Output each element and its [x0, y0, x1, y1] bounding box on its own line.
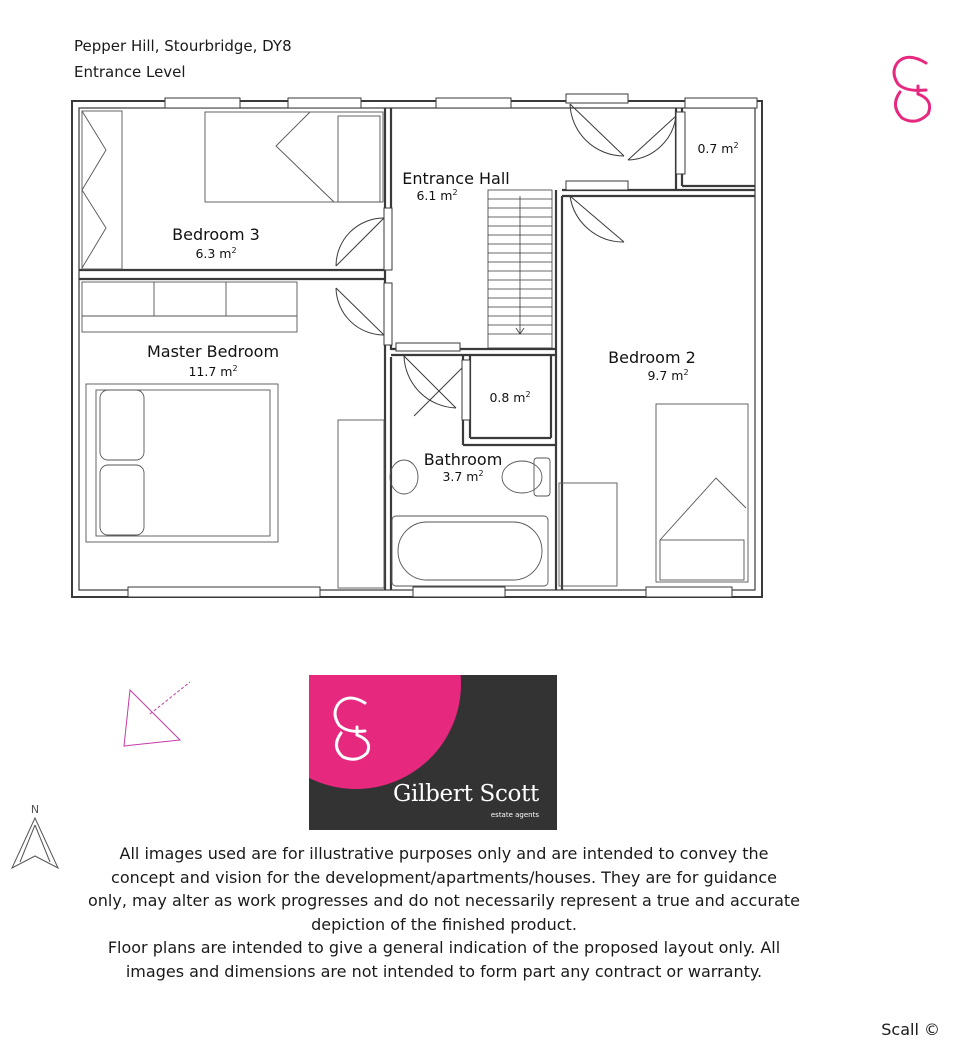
disclaimer [70, 842, 818, 983]
stairs [488, 190, 552, 348]
level-text: Entrance Level [74, 63, 186, 81]
disclaimer-line: images and dimensions are not intended to form part any contract or warranty. [125, 961, 763, 981]
room-name-bedroom2: Bedroom 2 [608, 348, 696, 367]
disclaimer-line: only, may alter as work progresses and do not necessarily represent a true and accurate [87, 891, 800, 910]
brand-subtitle: estate agents [490, 811, 539, 819]
room-name-master-bedroom: Master Bedroom [146, 342, 280, 361]
room-area-bathroom: 3.7 $m^2$ [442, 469, 484, 484]
room-name-bathroom: Bathroom [423, 450, 503, 469]
disclaimer-line: All images used are for illustrative purposes only and are intended to convey the [119, 844, 769, 863]
room-area-closet-top: 0.7 $m^2$ [697, 141, 739, 156]
view-indicator-icon [124, 682, 190, 746]
room-area-closet-mid: 0.8 $m^2$ [489, 390, 531, 405]
room-area-bedroom2: 9.7 $m^2$ [647, 368, 689, 383]
credit-text: Scall © [881, 1020, 940, 1039]
room-area-entrance-hall: 6.1 $m^2$ [416, 188, 458, 203]
room-name-entrance-hall: Entrance Hall [402, 169, 510, 188]
disclaimer-line: Floor plans are intended to give a general indication of the proposed layout only. All [107, 938, 781, 957]
room-area-bedroom3: 6.3 $m^2$ [195, 246, 237, 261]
room-name-bedroom3: Bedroom 3 [172, 225, 260, 244]
brand-mark-icon [329, 693, 379, 763]
compass-north-label: N [30, 803, 40, 816]
brand-logo [309, 675, 557, 830]
disclaimer-line: depiction of the finished product. [311, 914, 577, 934]
disclaimer-line: concept and vision for the development/apartments/houses. They are for guidance [111, 867, 777, 887]
compass-icon [12, 803, 58, 868]
doors [336, 94, 685, 420]
logo-mark-icon [894, 57, 930, 121]
brand-name: Gilbert Scott [392, 781, 539, 807]
room-area-master-bedroom: 11.7 $m^2$ [188, 364, 238, 379]
address-text: Pepper Hill, Stourbridge, DY8 [74, 37, 292, 55]
